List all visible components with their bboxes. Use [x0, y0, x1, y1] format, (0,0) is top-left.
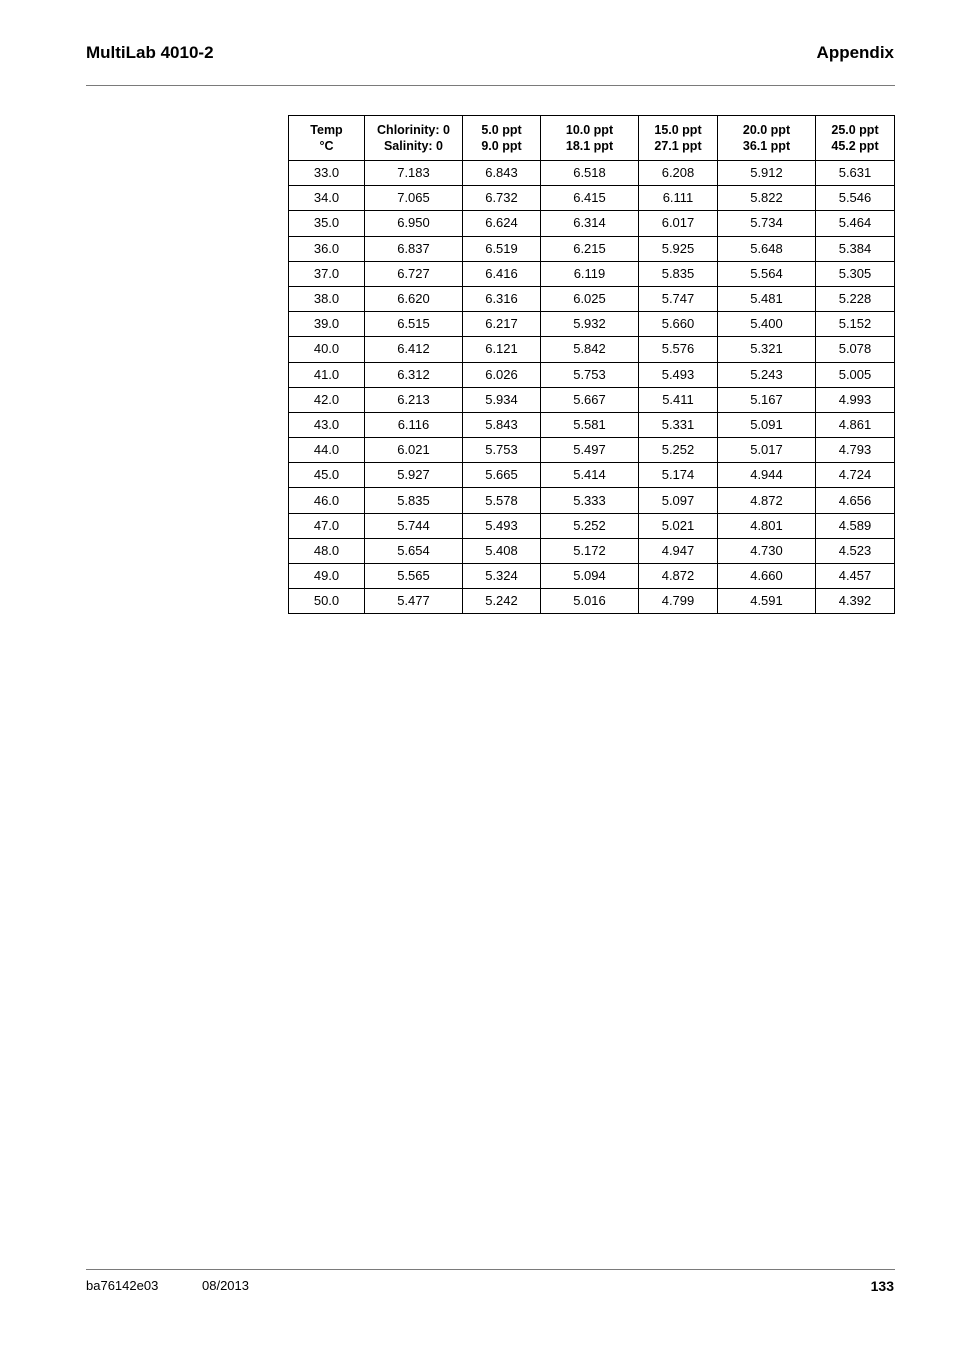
value-cell: 5.091 — [718, 412, 816, 437]
value-cell: 6.217 — [463, 312, 541, 337]
value-cell: 5.835 — [639, 261, 718, 286]
value-cell: 4.993 — [816, 387, 895, 412]
value-cell: 5.477 — [365, 589, 463, 614]
value-cell: 5.753 — [541, 362, 639, 387]
column-header-line2: Salinity: 0 — [383, 139, 444, 153]
temperature-cell: 35.0 — [289, 211, 365, 236]
table-row — [289, 488, 895, 513]
value-cell: 5.581 — [541, 412, 639, 437]
value-cell: 5.734 — [718, 211, 816, 236]
value-cell: 4.724 — [816, 463, 895, 488]
value-cell: 6.515 — [365, 312, 463, 337]
temperature-cell: 38.0 — [289, 286, 365, 311]
table-row — [289, 337, 895, 362]
value-cell: 6.215 — [541, 236, 639, 261]
value-cell: 5.493 — [463, 513, 541, 538]
value-cell: 6.843 — [463, 161, 541, 186]
column-header-line2: °C — [319, 139, 334, 153]
value-cell: 5.912 — [718, 161, 816, 186]
footer-divider — [86, 1269, 895, 1270]
value-cell: 5.411 — [639, 387, 718, 412]
value-cell: 7.065 — [365, 186, 463, 211]
value-cell: 5.481 — [718, 286, 816, 311]
column-header — [365, 116, 463, 161]
value-cell: 5.493 — [639, 362, 718, 387]
value-cell: 6.116 — [365, 412, 463, 437]
value-cell: 4.457 — [816, 564, 895, 589]
value-cell: 6.620 — [365, 286, 463, 311]
column-header-line2: 18.1 ppt — [565, 139, 614, 153]
header-divider — [86, 85, 895, 86]
value-cell: 5.172 — [541, 538, 639, 563]
value-cell: 5.665 — [463, 463, 541, 488]
value-cell: 6.837 — [365, 236, 463, 261]
column-header — [289, 116, 365, 161]
value-cell: 5.252 — [639, 438, 718, 463]
value-cell: 6.121 — [463, 337, 541, 362]
table-row — [289, 211, 895, 236]
value-cell: 5.654 — [365, 538, 463, 563]
temperature-cell: 34.0 — [289, 186, 365, 211]
value-cell: 5.546 — [816, 186, 895, 211]
value-cell: 5.835 — [365, 488, 463, 513]
table-row — [289, 186, 895, 211]
value-cell: 4.799 — [639, 589, 718, 614]
value-cell: 6.727 — [365, 261, 463, 286]
value-cell: 4.872 — [718, 488, 816, 513]
table-body — [289, 161, 895, 614]
value-cell: 4.944 — [718, 463, 816, 488]
column-header-line2: 9.0 ppt — [481, 139, 522, 153]
value-cell: 6.519 — [463, 236, 541, 261]
value-cell: 5.667 — [541, 387, 639, 412]
value-cell: 5.660 — [639, 312, 718, 337]
value-cell: 5.497 — [541, 438, 639, 463]
value-cell: 5.324 — [463, 564, 541, 589]
temperature-cell: 48.0 — [289, 538, 365, 563]
value-cell: 6.119 — [541, 261, 639, 286]
solubility-table — [288, 115, 895, 614]
value-cell: 6.416 — [463, 261, 541, 286]
table-row — [289, 161, 895, 186]
value-cell: 5.152 — [816, 312, 895, 337]
value-cell: 5.578 — [463, 488, 541, 513]
column-header-line1: 25.0 ppt — [831, 123, 879, 137]
value-cell: 5.408 — [463, 538, 541, 563]
column-header — [718, 116, 816, 161]
value-cell: 5.753 — [463, 438, 541, 463]
column-header-line2: 36.1 ppt — [742, 139, 791, 153]
value-cell: 5.843 — [463, 412, 541, 437]
value-cell: 4.523 — [816, 538, 895, 563]
temperature-cell: 49.0 — [289, 564, 365, 589]
temperature-cell: 43.0 — [289, 412, 365, 437]
value-cell: 6.021 — [365, 438, 463, 463]
value-cell: 5.842 — [541, 337, 639, 362]
value-cell: 6.415 — [541, 186, 639, 211]
table-row — [289, 589, 895, 614]
value-cell: 5.097 — [639, 488, 718, 513]
value-cell: 5.400 — [718, 312, 816, 337]
column-header-line2: 45.2 ppt — [831, 139, 879, 153]
temperature-cell: 33.0 — [289, 161, 365, 186]
value-cell: 5.576 — [639, 337, 718, 362]
column-header-line1: 20.0 ppt — [742, 123, 791, 137]
column-header — [541, 116, 639, 161]
temperature-cell: 42.0 — [289, 387, 365, 412]
column-header-line1: Temp — [310, 123, 343, 137]
value-cell: 5.932 — [541, 312, 639, 337]
value-cell: 4.392 — [816, 589, 895, 614]
value-cell: 6.316 — [463, 286, 541, 311]
table-row — [289, 412, 895, 437]
value-cell: 5.021 — [639, 513, 718, 538]
temperature-cell: 45.0 — [289, 463, 365, 488]
value-cell: 5.252 — [541, 513, 639, 538]
value-cell: 4.660 — [718, 564, 816, 589]
value-cell: 7.183 — [365, 161, 463, 186]
value-cell: 5.744 — [365, 513, 463, 538]
table-row — [289, 236, 895, 261]
column-header-line1: 10.0 ppt — [565, 123, 614, 137]
temperature-cell: 44.0 — [289, 438, 365, 463]
value-cell: 5.565 — [365, 564, 463, 589]
value-cell: 5.934 — [463, 387, 541, 412]
column-header-line1: 15.0 ppt — [654, 123, 702, 137]
table-header — [289, 116, 895, 161]
value-cell: 5.017 — [718, 438, 816, 463]
value-cell: 4.793 — [816, 438, 895, 463]
temperature-cell: 39.0 — [289, 312, 365, 337]
column-header-line1: 5.0 ppt — [481, 123, 522, 137]
temperature-cell: 41.0 — [289, 362, 365, 387]
value-cell: 6.312 — [365, 362, 463, 387]
value-cell: 5.094 — [541, 564, 639, 589]
column-header — [639, 116, 718, 161]
temperature-cell: 40.0 — [289, 337, 365, 362]
value-cell: 4.947 — [639, 538, 718, 563]
temperature-cell: 50.0 — [289, 589, 365, 614]
value-cell: 4.801 — [718, 513, 816, 538]
value-cell: 6.412 — [365, 337, 463, 362]
value-cell: 5.305 — [816, 261, 895, 286]
temperature-cell: 37.0 — [289, 261, 365, 286]
table-row — [289, 564, 895, 589]
value-cell: 5.414 — [541, 463, 639, 488]
value-cell: 6.026 — [463, 362, 541, 387]
footer-page-number: 133 — [870, 1278, 894, 1294]
value-cell: 5.747 — [639, 286, 718, 311]
table-row — [289, 261, 895, 286]
value-cell: 5.078 — [816, 337, 895, 362]
value-cell: 6.624 — [463, 211, 541, 236]
table-row — [289, 463, 895, 488]
table-row — [289, 513, 895, 538]
value-cell: 4.861 — [816, 412, 895, 437]
value-cell: 6.017 — [639, 211, 718, 236]
temperature-cell: 36.0 — [289, 236, 365, 261]
footer-date: 08/2013 — [202, 1278, 249, 1293]
column-header — [463, 116, 541, 161]
value-cell: 4.656 — [816, 488, 895, 513]
value-cell: 5.822 — [718, 186, 816, 211]
value-cell: 5.174 — [639, 463, 718, 488]
value-cell: 5.016 — [541, 589, 639, 614]
value-cell: 5.167 — [718, 387, 816, 412]
value-cell: 6.518 — [541, 161, 639, 186]
value-cell: 5.333 — [541, 488, 639, 513]
value-cell: 5.384 — [816, 236, 895, 261]
header-product-title: MultiLab 4010-2 — [86, 43, 214, 62]
value-cell: 5.321 — [718, 337, 816, 362]
value-cell: 6.111 — [639, 186, 718, 211]
table-row — [289, 362, 895, 387]
value-cell: 5.564 — [718, 261, 816, 286]
table-row — [289, 538, 895, 563]
value-cell: 5.927 — [365, 463, 463, 488]
table-row — [289, 312, 895, 337]
value-cell: 5.648 — [718, 236, 816, 261]
value-cell: 6.314 — [541, 211, 639, 236]
value-cell: 4.589 — [816, 513, 895, 538]
value-cell: 6.208 — [639, 161, 718, 186]
temperature-cell: 46.0 — [289, 488, 365, 513]
footer-document-id: ba76142e03 — [86, 1278, 159, 1293]
value-cell: 5.005 — [816, 362, 895, 387]
column-header-line1: Chlorinity: 0 — [377, 123, 450, 137]
value-cell: 5.464 — [816, 211, 895, 236]
value-cell: 6.950 — [365, 211, 463, 236]
value-cell: 6.732 — [463, 186, 541, 211]
value-cell: 5.242 — [463, 589, 541, 614]
table-row — [289, 438, 895, 463]
table-row — [289, 286, 895, 311]
value-cell: 4.872 — [639, 564, 718, 589]
header-section-title: Appendix — [816, 43, 894, 62]
table-header-row — [289, 116, 895, 161]
value-cell: 5.331 — [639, 412, 718, 437]
value-cell: 6.213 — [365, 387, 463, 412]
value-cell: 5.631 — [816, 161, 895, 186]
value-cell: 4.591 — [718, 589, 816, 614]
value-cell: 4.730 — [718, 538, 816, 563]
temperature-cell: 47.0 — [289, 513, 365, 538]
column-header — [816, 116, 895, 161]
value-cell: 5.925 — [639, 236, 718, 261]
value-cell: 6.025 — [541, 286, 639, 311]
column-header-line2: 27.1 ppt — [654, 139, 702, 153]
value-cell: 5.228 — [816, 286, 895, 311]
value-cell: 5.243 — [718, 362, 816, 387]
table-row — [289, 387, 895, 412]
